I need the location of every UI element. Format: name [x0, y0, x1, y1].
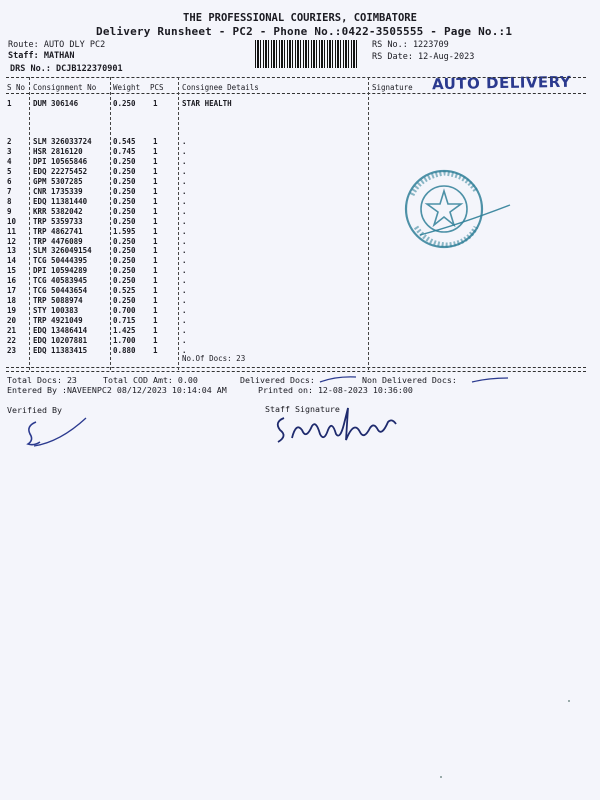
cell-sno: 1 — [7, 99, 12, 108]
cell-sno: 11 — [7, 226, 17, 236]
total-cod-amount: Total COD Amt: 0.00 — [103, 375, 198, 385]
cell-pcs: 1 — [153, 345, 158, 355]
cell-cno: DUM 306146 — [33, 99, 79, 108]
col-header-consignee: Consignee Details — [182, 83, 259, 92]
staff-signature — [270, 400, 415, 450]
no-of-docs: No.Of Docs: 23 — [182, 354, 246, 363]
cell-wt: 0.250 — [113, 276, 136, 286]
cell-sno: 3 — [7, 146, 12, 156]
cell-det: . — [182, 206, 187, 216]
cell-sno: 4 — [7, 156, 12, 166]
document-title: THE PROFESSIONAL COURIERS, COIMBATORE — [183, 12, 417, 24]
cell-pcs: 1 — [153, 256, 158, 266]
cell-wt: 0.250 — [113, 166, 136, 176]
cell-wt: 0.745 — [113, 146, 136, 156]
cell-pcs: 1 — [153, 326, 158, 336]
cell-pcs: 1 — [153, 286, 158, 296]
col-header-pcs: PCS — [150, 83, 164, 92]
col-divider — [368, 77, 369, 370]
cell-pcs: 1 — [153, 216, 158, 226]
verified-by-label: Verified By — [7, 405, 62, 415]
cell-sno: 2 — [7, 137, 12, 146]
cell-cno: SLM 326033724 — [33, 137, 92, 146]
cell-sno: 9 — [7, 206, 12, 216]
cell-det: . — [182, 186, 187, 196]
rs-date: RS Date: 12-Aug-2023 — [372, 52, 475, 62]
cell-sno: 10 — [7, 216, 17, 226]
delivered-mark — [318, 374, 358, 384]
cell-cno: SLM 326049154 — [33, 246, 92, 256]
cell-det: . — [182, 196, 187, 206]
cell-pcs: 1 — [153, 99, 158, 108]
cell-pcs: 1 — [153, 186, 158, 196]
cell-sno: 12 — [7, 236, 17, 246]
col-divider — [110, 77, 111, 370]
cell-pcs: 1 — [153, 176, 158, 186]
col-header-signature: Signature — [372, 83, 413, 92]
cell-det: . — [182, 166, 187, 176]
document-subtitle: Delivery Runsheet - PC2 - Phone No.:0422-3505555 - Page No.:1 — [96, 25, 513, 38]
cell-det: . — [182, 296, 187, 306]
cell-sno: 8 — [7, 196, 12, 206]
paper-speck — [440, 776, 442, 778]
delivered-docs: Delivered Docs: — [240, 375, 315, 385]
printed-on: Printed on: 12-08-2023 10:36:00 — [258, 385, 413, 395]
cell-wt: 1.425 — [113, 326, 136, 336]
cell-cno: GPM 5307285 — [33, 176, 83, 186]
cell-wt: 0.880 — [113, 345, 136, 355]
cell-cno: DPI 10565846 — [33, 156, 88, 166]
cell-det: . — [182, 216, 187, 226]
cell-cno: TRP 4921049 — [33, 316, 83, 326]
cell-wt: 0.250 — [113, 256, 136, 266]
cell-cno: TRP 4476089 — [33, 236, 83, 246]
col-divider — [178, 77, 179, 370]
cell-cno: TCG 50444395 — [33, 256, 88, 266]
cell-cno: TRP 5088974 — [33, 296, 83, 306]
cell-cno: DPI 10594289 — [33, 266, 88, 276]
cell-pcs: 1 — [153, 336, 158, 345]
route-label: Route: AUTO DLY PC2 — [8, 40, 106, 50]
cell-sno: 15 — [7, 266, 17, 276]
cell-det: . — [182, 236, 187, 246]
cell-cno: EDQ 13486414 — [33, 326, 88, 336]
cell-sno: 16 — [7, 276, 17, 286]
auto-delivery-stamp: AUTO DELIVERY — [431, 72, 572, 94]
cell-cno: TCG 40583945 — [33, 276, 88, 286]
cell-sno: 23 — [7, 345, 17, 355]
cell-det: . — [182, 276, 187, 286]
cell-det: STAR HEALTH — [182, 99, 232, 108]
cell-pcs: 1 — [153, 156, 158, 166]
cell-wt: 0.250 — [113, 266, 136, 276]
cell-sno: 5 — [7, 166, 12, 176]
non-delivered-docs: Non Delivered Docs: — [362, 375, 457, 385]
cell-wt: 0.700 — [113, 306, 136, 316]
cell-sno: 17 — [7, 286, 17, 296]
cell-sno: 7 — [7, 186, 12, 196]
cell-pcs: 1 — [153, 276, 158, 286]
cell-sno: 6 — [7, 176, 12, 186]
cell-wt: 0.250 — [113, 99, 136, 108]
col-header-consignment: Consignment No — [33, 83, 97, 92]
cell-sno: 19 — [7, 306, 17, 316]
cell-pcs: 1 — [153, 316, 158, 326]
cell-pcs: 1 — [153, 266, 158, 276]
cell-det: . — [182, 316, 187, 326]
cell-cno: CNR 1735339 — [33, 186, 83, 196]
cell-cno: KRR 5382042 — [33, 206, 83, 216]
cell-wt: 0.715 — [113, 316, 136, 326]
cell-pcs: 1 — [153, 236, 158, 246]
cell-det: . — [182, 286, 187, 296]
drs-number: DRS No.: DCJB122370901 — [10, 64, 123, 74]
cell-det: . — [182, 176, 187, 186]
cell-sno: 21 — [7, 326, 17, 336]
cell-det: . — [182, 156, 187, 166]
cell-pcs: 1 — [153, 146, 158, 156]
cell-pcs: 1 — [153, 206, 158, 216]
cell-det: . — [182, 266, 187, 276]
col-header-weight: Weight — [113, 83, 141, 92]
cell-cno: TRP 5359733 — [33, 216, 83, 226]
cell-wt: 0.525 — [113, 286, 136, 296]
cell-sno: 20 — [7, 316, 17, 326]
cell-cno: HSR 2816120 — [33, 146, 83, 156]
cell-pcs: 1 — [153, 226, 158, 236]
cell-cno: EDQ 22275452 — [33, 166, 88, 176]
cell-det: . — [182, 306, 187, 316]
cell-cno: STY 100383 — [33, 306, 79, 316]
cell-cno: EDQ 11383415 — [33, 345, 88, 355]
cell-det: . — [182, 326, 187, 336]
cell-pcs: 1 — [153, 166, 158, 176]
entered-by: Entered By :NAVEENPC2 08/12/2023 10:14:04 AM — [7, 385, 227, 395]
table-header-rule — [6, 93, 586, 94]
col-divider — [29, 77, 30, 370]
cell-wt: 0.250 — [113, 206, 136, 216]
staff-signature-label: Staff Signature — [265, 404, 340, 414]
rs-number: RS No.: 1223709 — [372, 40, 449, 50]
non-delivered-mark — [470, 374, 510, 384]
total-docs: Total Docs: 23 — [7, 375, 77, 385]
cell-det: . — [182, 137, 187, 146]
cell-cno: EDQ 11381440 — [33, 196, 88, 206]
cell-pcs: 1 — [153, 296, 158, 306]
cell-det: . — [182, 146, 187, 156]
cell-pcs: 1 — [153, 306, 158, 316]
verifier-signature — [20, 412, 90, 452]
cell-pcs: 1 — [153, 196, 158, 206]
barcode — [255, 40, 357, 68]
cell-wt: 1.700 — [113, 336, 136, 345]
staff-label: Staff: MATHAN — [8, 51, 75, 61]
cell-wt: 0.545 — [113, 137, 136, 146]
cell-cno: EDQ 10207881 — [33, 336, 88, 345]
cell-cno: TRP 4862741 — [33, 226, 83, 236]
cell-wt: 0.250 — [113, 186, 136, 196]
table-bottom-rule — [6, 367, 586, 368]
cell-wt: 0.250 — [113, 236, 136, 246]
cell-wt: 0.250 — [113, 176, 136, 186]
cell-sno: 22 — [7, 336, 17, 345]
cell-pcs: 1 — [153, 137, 158, 146]
paper-speck — [568, 700, 570, 702]
cell-wt: 0.250 — [113, 296, 136, 306]
cell-wt: 0.250 — [113, 196, 136, 206]
cell-det: . — [182, 256, 187, 266]
cell-det: . — [182, 336, 187, 345]
cell-wt: 0.250 — [113, 246, 136, 256]
footer-rule — [6, 371, 586, 372]
cell-sno: 14 — [7, 256, 17, 266]
star-health-seal-icon — [398, 165, 514, 257]
table-top-rule — [6, 77, 586, 78]
cell-det: . — [182, 246, 187, 256]
cell-wt: 0.250 — [113, 216, 136, 226]
cell-cno: TCG 50443654 — [33, 286, 88, 296]
cell-det: . — [182, 345, 187, 355]
cell-pcs: 1 — [153, 246, 158, 256]
cell-sno: 18 — [7, 296, 17, 306]
cell-det: . — [182, 226, 187, 236]
cell-wt: 0.250 — [113, 156, 136, 166]
col-header-sno: S No — [7, 83, 26, 92]
cell-wt: 1.595 — [113, 226, 136, 236]
cell-sno: 13 — [7, 246, 17, 256]
